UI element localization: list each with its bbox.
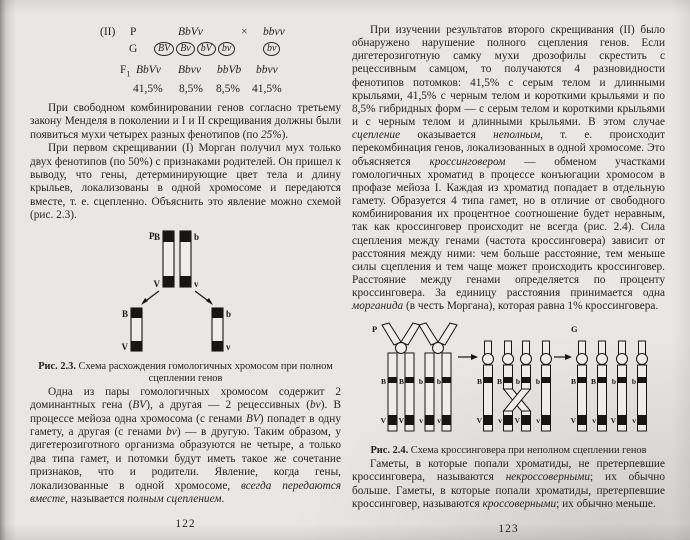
figure-2-4 <box>368 319 665 442</box>
allele-label: B <box>121 308 128 319</box>
band-label: b <box>418 377 423 387</box>
f1-genotype: Bbvv <box>178 64 201 76</box>
fig23-p-label: P <box>148 230 154 241</box>
arrow-right-icon <box>458 354 478 360</box>
band-label: b <box>436 377 441 387</box>
band-label: V <box>380 416 386 426</box>
band-label: v <box>437 416 441 426</box>
allele-label: B <box>153 231 160 242</box>
left-page <box>30 26 341 530</box>
paragraph: При изучении результатов второго скрещивания (II) было обнаружено нарушение полного сцепления генов. Если дигетерозиготную самку мухи дрозофилы скрестить с рецессивным самцом, то получаются 4 разновидности фенотипов потомков: 41,5% с серым телом и длинными крыльями, 41,5% с черным телом и короткими крыльями и по 8,5% гибридных форм — с серым телом и короткими крыльями и с черным телом и длинными крыльями. В этом случае сцепление оказывается неполным, т. е. происходит перекомбинация генов, локализованных в одной хромосоме. Это объясняется кроссинговером — обменом участками гомологичных хроматид в процессе конъюгации хромосом в профазе мейоза I. Каждая из хроматид попадает в отдельную гамету. Образуется 4 типа гамет, но в отличие от свободного комбинирования их процентное соотношение будет неравным, так как кроссинговер происходит не всегда (рис. 2.4). Сила сцепления между генами (частота кроссинговера) зависит от расстояния между ними: чем больше расстояние, тем меньше силы сцепления и тем чаще может происходить кроссинговер. Расстояние между генами определяется по проценту кроссинговера. За единицу расстояния принимается одна морганида (в честь Моргана), которая равна 1% кроссинговера. <box>352 24 665 313</box>
band-label: v <box>632 416 636 426</box>
paragraph: При первом скрещивании (I) Морган получил мух только двух фенотипов (по 50%) с признаками родителей. Он пришел к выводу, что гены, детерминирующие цвет тела и длину крыльев, локализованы в одной хромосоме и передаются вместе, т. е. сцепленно. Объяснить это явление можно схемой (рис. 2.3). <box>30 142 341 222</box>
mother-genotype: BbVv <box>178 26 203 38</box>
f1-percent: 41,5% <box>133 83 163 95</box>
gametes-row-label: G <box>129 43 138 55</box>
f1-genotype: bbvv <box>256 64 278 76</box>
allele-label: b <box>193 231 199 242</box>
mother-gametes <box>154 42 235 56</box>
paragraph: Гаметы, в которые попали хроматиды, не претерпевшие кроссинговера, называются некроссоверными; их обычно больше. Гаметы, в которые попали хроматиды, претерпевшие кроссинговер, называются кроссоверными; их обычно меньше. <box>352 458 665 511</box>
paragraph: При свободном комбинировании генов согласно третьему закону Менделя в поколении и I и II скрещивания должны были появиться мухи четырех разных фенотипов (по 25%). <box>30 102 341 141</box>
paragraph: Одна из пары гомологичных хромосом содержит 2 доминантных гена (BV), а другая — 2 рецессивных (bv). В процессе мейоза одна хромосома (с генами BV) попадет в одну гамету, а другая (с генами bv) — в другую. Таким образом, у дигетерозиготного организма образуются не четыре, а только два типа гамет, и потомки будут иметь такое же сочетание признаков, что и родители. Явление, когда гены, локализованные в одной хромосоме, всегда передаются вместе, называется полным сцеплением. <box>30 385 342 506</box>
father-genotype: bbvv <box>263 26 285 38</box>
band-label: b <box>631 377 636 387</box>
band-label: b <box>535 377 540 387</box>
father-gamete-oval: bv <box>263 42 280 56</box>
cross-scheme <box>30 26 341 102</box>
fig-2-3-diagram <box>101 229 271 353</box>
arrow-right-icon <box>554 354 572 360</box>
band-label: B <box>570 377 576 387</box>
band-label: V <box>398 416 404 426</box>
band-label: v <box>592 416 596 426</box>
band-label: B <box>380 377 386 387</box>
page-number-left: 122 <box>175 517 196 530</box>
f1-percent: 8,5% <box>216 83 240 95</box>
gamete-oval: bV <box>197 42 216 56</box>
gamete-oval: Bv <box>176 42 195 56</box>
fig24-g-label: G <box>571 324 578 335</box>
right-page <box>352 24 665 535</box>
band-label: b <box>515 377 520 387</box>
band-label: V <box>476 416 482 426</box>
fig-2-4-caption: Рис. 2.4. Схема кроссинговера при неполном сцеплении генов <box>370 445 647 457</box>
f1-genotype: BbVv <box>136 64 161 76</box>
cross-sign: × <box>241 26 248 38</box>
gamete-oval: bv <box>218 42 235 56</box>
page-number-right: 123 <box>498 522 519 535</box>
band-label: B <box>476 377 482 387</box>
allele-label: V <box>121 341 128 352</box>
gamete-oval: BV <box>154 42 174 56</box>
fig24-p-label: P <box>372 324 378 335</box>
f1-genotype: bbVb <box>217 64 242 76</box>
allele-label: b <box>225 308 231 319</box>
band-label: B <box>398 377 404 387</box>
band-label: B <box>496 377 502 387</box>
allele-label: v <box>193 278 198 289</box>
figure-2-3 <box>30 229 341 358</box>
generation-label: (II) <box>100 26 116 38</box>
band-label: v <box>419 416 423 426</box>
f1-percent: 41,5% <box>252 83 282 95</box>
band-label: B <box>590 377 596 387</box>
fig-2-3-caption: Рис. 2.3. Схема расхождения гомологичных хромосом при полном сцеплении генов <box>38 360 333 385</box>
allele-label: V <box>153 278 160 289</box>
band-label: v <box>536 416 540 426</box>
band-label: V <box>570 416 576 426</box>
f1-row-label: $F_1$ <box>120 64 131 79</box>
fig-2-4-diagram <box>368 319 650 437</box>
band-label: v <box>498 416 502 426</box>
f1-percent: 8,5% <box>179 83 203 95</box>
band-label: V <box>514 416 520 426</box>
band-label: b <box>611 377 616 387</box>
band-label: V <box>610 416 616 426</box>
allele-label: v <box>225 341 230 352</box>
divergence-arrows <box>141 291 213 305</box>
parents-row-label: P <box>130 26 137 38</box>
